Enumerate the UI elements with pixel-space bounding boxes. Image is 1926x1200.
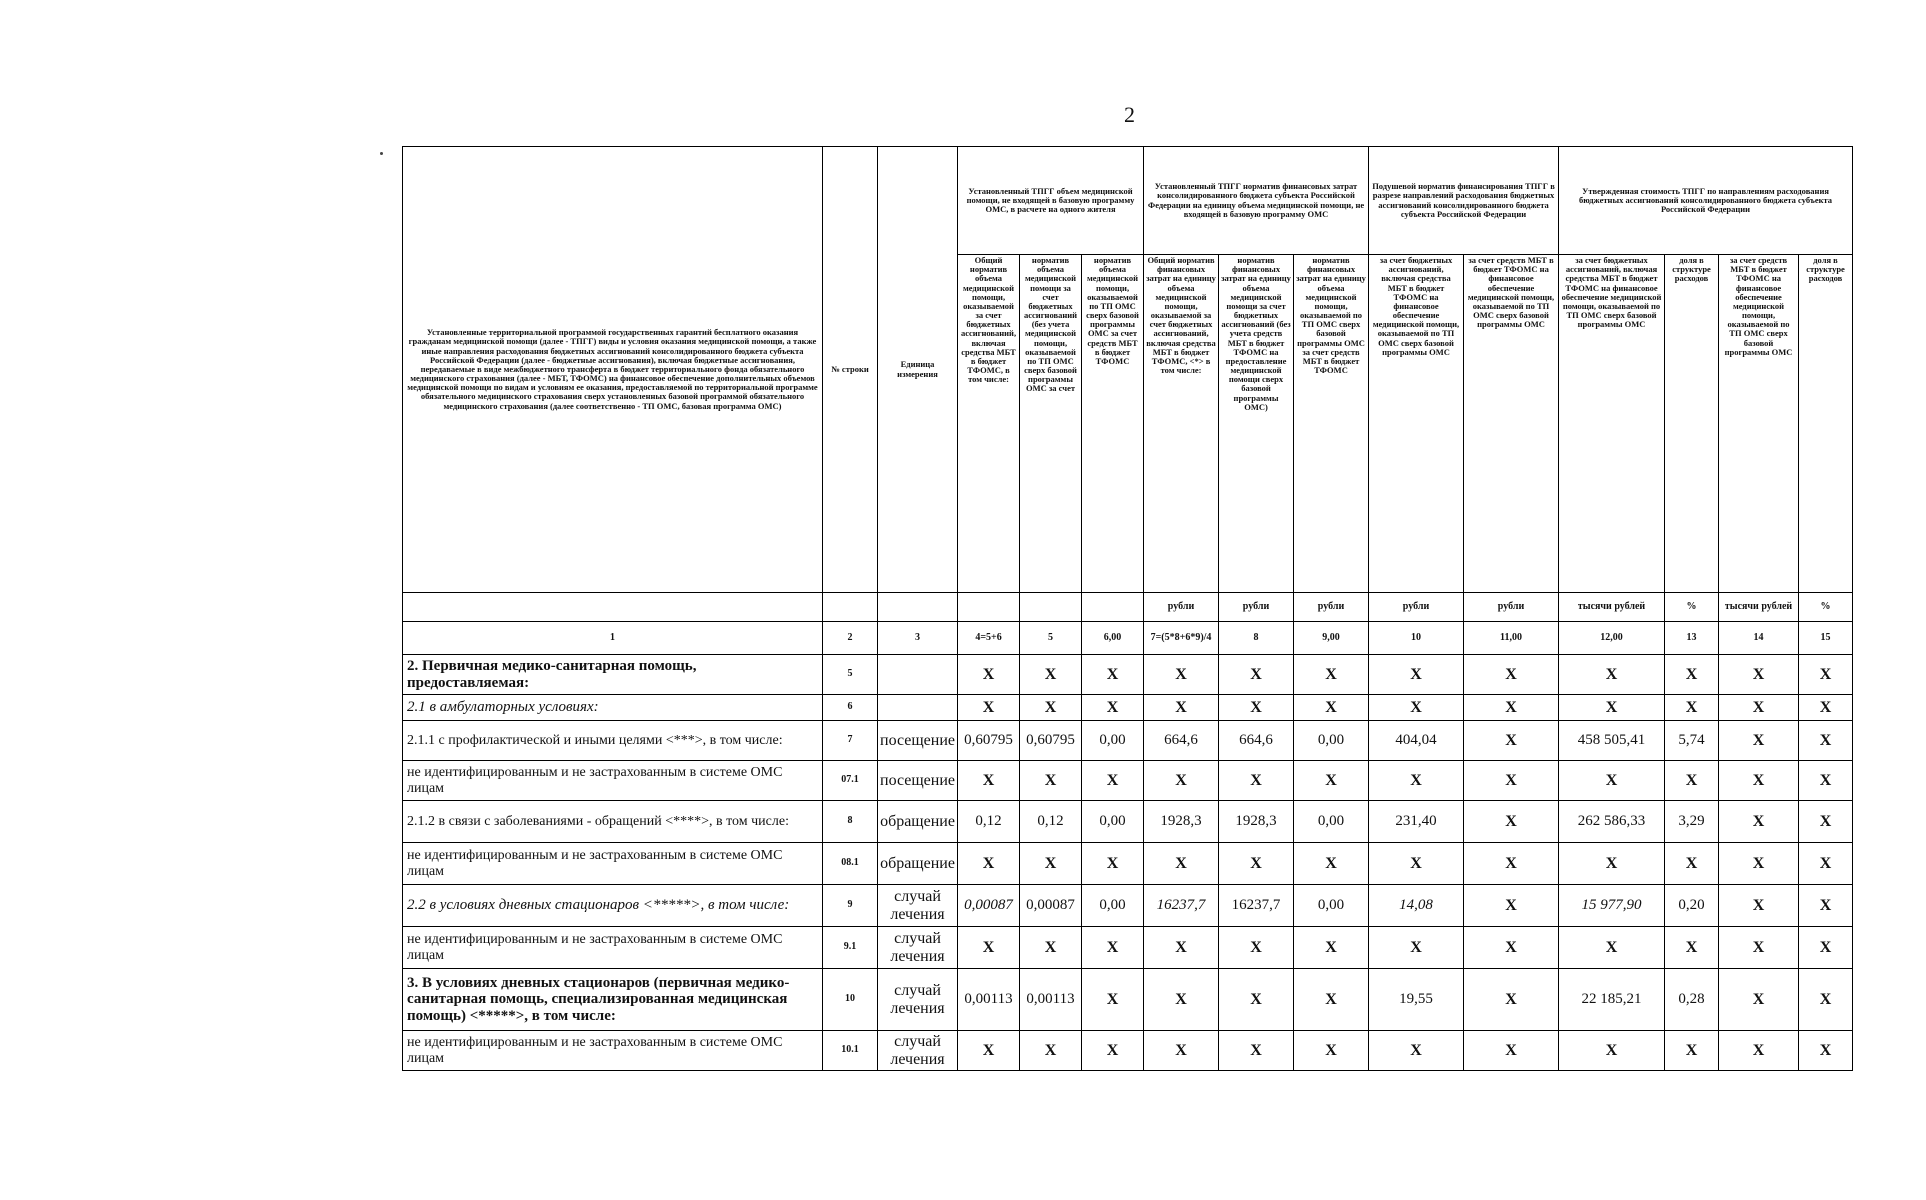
subheader-cell: Общий норматив объема медицинской помощи, оказываемой за счет бюджетных ассигнований, включая средства МБТ в бюджет ТФОМС, в том числе: <box>958 255 1020 593</box>
empty-marker-cell: X <box>1369 927 1464 969</box>
empty-marker-cell: X <box>1144 843 1219 885</box>
row-label: 2.1 в амбулаторных условиях: <box>403 695 823 721</box>
empty-marker-cell: X <box>1294 1031 1369 1071</box>
subheader-cell: за счет средств МБТ в бюджет ТФОМС на финансовое обеспечение медицинской помощи, оказываемой по ТП ОМС сверх базовой программы ОМС <box>1719 255 1799 593</box>
row-label: не идентифицированным и не застрахованным в системе ОМС лицам <box>403 843 823 885</box>
subheader-cell: доля в структуре расходов <box>1799 255 1853 593</box>
empty-marker-cell: X <box>1144 927 1219 969</box>
value-cell: 5,74 <box>1665 721 1719 761</box>
empty-marker-cell: X <box>1144 655 1219 695</box>
empty-marker-cell: X <box>1219 1031 1294 1071</box>
unit-cell: % <box>1799 593 1853 622</box>
empty-marker-cell: X <box>1799 801 1853 843</box>
table-row <box>403 721 1853 761</box>
empty-marker-cell: X <box>1020 761 1082 801</box>
scan-speck <box>380 152 383 155</box>
row-number: 8 <box>823 801 878 843</box>
value-cell: 664,6 <box>1144 721 1219 761</box>
empty-marker-cell: X <box>1464 761 1559 801</box>
unit-cell <box>823 593 878 622</box>
empty-marker-cell: X <box>1665 761 1719 801</box>
empty-marker-cell: X <box>1665 695 1719 721</box>
unit-cell <box>1082 593 1144 622</box>
table-row <box>403 695 1853 721</box>
row-unit: случай лечения <box>878 1031 958 1071</box>
unit-cell: рубли <box>1144 593 1219 622</box>
row-number: 10.1 <box>823 1031 878 1071</box>
subheader-cell: доля в структуре расходов <box>1665 255 1719 593</box>
table-row <box>403 1031 1853 1071</box>
empty-marker-cell: X <box>1464 721 1559 761</box>
empty-marker-cell: X <box>1719 801 1799 843</box>
row-unit: обращение <box>878 801 958 843</box>
empty-marker-cell: X <box>1719 721 1799 761</box>
empty-marker-cell: X <box>1144 761 1219 801</box>
value-cell: 664,6 <box>1219 721 1294 761</box>
empty-marker-cell: X <box>1144 969 1219 1031</box>
value-cell: 0,00 <box>1082 885 1144 927</box>
unit-cell: % <box>1665 593 1719 622</box>
value-cell: 0,00 <box>1294 885 1369 927</box>
empty-marker-cell: X <box>1082 761 1144 801</box>
column-number-cell: 12,00 <box>1559 622 1665 655</box>
empty-marker-cell: X <box>1799 843 1853 885</box>
table-row <box>403 761 1853 801</box>
column-number-cell: 14 <box>1719 622 1799 655</box>
value-cell: 231,40 <box>1369 801 1464 843</box>
table-row <box>403 655 1853 695</box>
row-unit: случай лечения <box>878 927 958 969</box>
empty-marker-cell: X <box>1799 655 1853 695</box>
empty-marker-cell: X <box>1559 655 1665 695</box>
header-group-cost-norm: Установленный ТПГГ норматив финансовых затрат консолидированного бюджета субъекта Российской Федерации на единицу объема медицинской помощи, не входящей в базовую программу ОМС <box>1144 147 1369 255</box>
empty-marker-cell: X <box>958 1031 1020 1071</box>
empty-marker-cell: X <box>1719 885 1799 927</box>
empty-marker-cell: X <box>1719 969 1799 1031</box>
empty-marker-cell: X <box>1799 721 1853 761</box>
row-unit: случай лечения <box>878 885 958 927</box>
value-cell: 16237,7 <box>1219 885 1294 927</box>
empty-marker-cell: X <box>1464 695 1559 721</box>
value-cell: 0,00 <box>1082 721 1144 761</box>
empty-marker-cell: X <box>1464 801 1559 843</box>
empty-marker-cell: X <box>1144 695 1219 721</box>
column-number-cell: 9,00 <box>1294 622 1369 655</box>
empty-marker-cell: X <box>958 761 1020 801</box>
empty-marker-cell: X <box>958 695 1020 721</box>
row-number: 7 <box>823 721 878 761</box>
empty-marker-cell: X <box>1799 969 1853 1031</box>
row-unit: случай лечения <box>878 969 958 1031</box>
value-cell: 404,04 <box>1369 721 1464 761</box>
empty-marker-cell: X <box>1719 655 1799 695</box>
empty-marker-cell: X <box>1369 1031 1464 1071</box>
subheader-cell: норматив объема медицинской помощи за счет бюджетных ассигнований (без учета медицинской помощи, оказываемой по ТП ОМС сверх базовой программы ОМС за счет <box>1020 255 1082 593</box>
value-cell: 458 505,41 <box>1559 721 1665 761</box>
empty-marker-cell: X <box>1464 843 1559 885</box>
row-unit: обращение <box>878 843 958 885</box>
empty-marker-cell: X <box>1294 655 1369 695</box>
value-cell: 0,00 <box>1082 801 1144 843</box>
empty-marker-cell: X <box>1294 843 1369 885</box>
value-cell: 16237,7 <box>1144 885 1219 927</box>
empty-marker-cell: X <box>1020 843 1082 885</box>
table-row <box>403 885 1853 927</box>
empty-marker-cell: X <box>1020 1031 1082 1071</box>
table-row <box>403 843 1853 885</box>
empty-marker-cell: X <box>1464 885 1559 927</box>
unit-cell <box>878 593 958 622</box>
empty-marker-cell: X <box>1219 843 1294 885</box>
column-number-cell: 7=(5*8+6*9)/4 <box>1144 622 1219 655</box>
value-cell: 0,60795 <box>1020 721 1082 761</box>
value-cell: 0,12 <box>958 801 1020 843</box>
empty-marker-cell: X <box>1294 927 1369 969</box>
value-cell: 19,55 <box>1369 969 1464 1031</box>
column-number-cell: 4=5+6 <box>958 622 1020 655</box>
unit-cell <box>403 593 823 622</box>
empty-marker-cell: X <box>1369 761 1464 801</box>
empty-marker-cell: X <box>1799 695 1853 721</box>
data-table <box>402 146 1853 1071</box>
header-group-volume: Установленный ТПГГ объем медицинской помощи, не входящей в базовую программу ОМС, в расчете на одного жителя <box>958 147 1144 255</box>
page-number: 2 <box>1124 102 1135 127</box>
row-label: 2.1.2 в связи с заболеваниями - обращений <****>, в том числе: <box>403 801 823 843</box>
row-unit: посещение <box>878 721 958 761</box>
empty-marker-cell: X <box>1719 1031 1799 1071</box>
row-label: 2.1.1 с профилактической и иными целями <***>, в том числе: <box>403 721 823 761</box>
empty-marker-cell: X <box>1799 927 1853 969</box>
empty-marker-cell: X <box>1082 695 1144 721</box>
empty-marker-cell: X <box>1665 655 1719 695</box>
value-cell: 0,60795 <box>958 721 1020 761</box>
column-number-cell: 6,00 <box>1082 622 1144 655</box>
empty-marker-cell: X <box>1799 885 1853 927</box>
empty-marker-cell: X <box>958 843 1020 885</box>
empty-marker-cell: X <box>1719 843 1799 885</box>
column-number-cell: 10 <box>1369 622 1464 655</box>
value-cell: 0,00087 <box>1020 885 1082 927</box>
unit-cell: рубли <box>1369 593 1464 622</box>
row-label: 2. Первичная медико-санитарная помощь, предоставляемая: <box>403 655 823 695</box>
empty-marker-cell: X <box>1369 655 1464 695</box>
empty-marker-cell: X <box>1665 1031 1719 1071</box>
row-number: 5 <box>823 655 878 695</box>
empty-marker-cell: X <box>1799 1031 1853 1071</box>
row-number: 9 <box>823 885 878 927</box>
empty-marker-cell: X <box>1219 761 1294 801</box>
empty-marker-cell: X <box>1294 969 1369 1031</box>
value-cell: 0,00 <box>1294 801 1369 843</box>
empty-marker-cell: X <box>1559 1031 1665 1071</box>
row-unit <box>878 695 958 721</box>
empty-marker-cell: X <box>1464 655 1559 695</box>
empty-marker-cell: X <box>1559 695 1665 721</box>
table-row <box>403 969 1853 1031</box>
table-row <box>403 801 1853 843</box>
empty-marker-cell: X <box>1665 843 1719 885</box>
value-cell: 0,00113 <box>958 969 1020 1031</box>
value-cell: 1928,3 <box>1144 801 1219 843</box>
empty-marker-cell: X <box>1799 761 1853 801</box>
empty-marker-cell: X <box>1294 761 1369 801</box>
empty-marker-cell: X <box>958 927 1020 969</box>
empty-marker-cell: X <box>1665 927 1719 969</box>
empty-marker-cell: X <box>1082 843 1144 885</box>
row-number: 08.1 <box>823 843 878 885</box>
empty-marker-cell: X <box>1464 1031 1559 1071</box>
unit-cell: рубли <box>1464 593 1559 622</box>
value-cell: 0,00113 <box>1020 969 1082 1031</box>
value-cell: 0,00087 <box>958 885 1020 927</box>
subheader-cell: норматив объема медицинской помощи, оказываемой по ТП ОМС сверх базовой программы ОМС за счет средств МБТ в бюджет ТФОМС <box>1082 255 1144 593</box>
row-label: не идентифицированным и не застрахованным в системе ОМС лицам <box>403 927 823 969</box>
empty-marker-cell: X <box>1020 927 1082 969</box>
column-number-cell: 5 <box>1020 622 1082 655</box>
value-cell: 0,20 <box>1665 885 1719 927</box>
empty-marker-cell: X <box>1082 927 1144 969</box>
column-number-cell: 3 <box>878 622 958 655</box>
row-number: 6 <box>823 695 878 721</box>
unit-cell: тысячи рублей <box>1559 593 1665 622</box>
unit-cell: тысячи рублей <box>1719 593 1799 622</box>
row-unit: посещение <box>878 761 958 801</box>
value-cell: 15 977,90 <box>1559 885 1665 927</box>
value-cell: 22 185,21 <box>1559 969 1665 1031</box>
subheader-cell: норматив финансовых затрат на единицу объема медицинской помощи, оказываемой по ТП ОМС сверх базовой программы ОМС за счет средств МБТ в бюджет ТФОМС <box>1294 255 1369 593</box>
empty-marker-cell: X <box>1020 695 1082 721</box>
empty-marker-cell: X <box>1294 695 1369 721</box>
row-label: не идентифицированным и не застрахованным в системе ОМС лицам <box>403 1031 823 1071</box>
empty-marker-cell: X <box>1369 843 1464 885</box>
column-number-cell: 2 <box>823 622 878 655</box>
row-label: 2.2 в условиях дневных стационаров <*****>, в том числе: <box>403 885 823 927</box>
table-row <box>403 927 1853 969</box>
row-number: 9.1 <box>823 927 878 969</box>
empty-marker-cell: X <box>1559 927 1665 969</box>
row-number: 07.1 <box>823 761 878 801</box>
value-cell: 1928,3 <box>1219 801 1294 843</box>
empty-marker-cell: X <box>1219 969 1294 1031</box>
value-cell: 3,29 <box>1665 801 1719 843</box>
empty-marker-cell: X <box>1144 1031 1219 1071</box>
value-cell: 0,28 <box>1665 969 1719 1031</box>
value-cell: 0,00 <box>1294 721 1369 761</box>
header-row-no: № строки <box>823 147 878 593</box>
empty-marker-cell: X <box>1559 843 1665 885</box>
subheader-cell: Общий норматив финансовых затрат на единицу объема медицинской помощи, оказываемой за счет бюджетных ассигнований, включая средства МБТ в бюджет ТФОМС, <*> в том числе: <box>1144 255 1219 593</box>
empty-marker-cell: X <box>1219 695 1294 721</box>
subheader-cell: за счет средств МБТ в бюджет ТФОМС на финансовое обеспечение медицинской помощи, оказываемой по ТП ОМС сверх базовой программы ОМС <box>1464 255 1559 593</box>
column-number-cell: 8 <box>1219 622 1294 655</box>
empty-marker-cell: X <box>1219 655 1294 695</box>
unit-cell <box>1020 593 1082 622</box>
header-group-approved-cost: Утвержденная стоимость ТПГГ по направлениям расходования бюджетных ассигнований консолидированного бюджета субъекта Российской Федерации <box>1559 147 1853 255</box>
unit-cell: рубли <box>1294 593 1369 622</box>
empty-marker-cell: X <box>1082 969 1144 1031</box>
empty-marker-cell: X <box>1464 927 1559 969</box>
value-cell: 14,08 <box>1369 885 1464 927</box>
subheader-cell: за счет бюджетных ассигнований, включая средства МБТ в бюджет ТФОМС на финансовое обеспечение медицинской помощи, оказываемой по ТП ОМС сверх базовой программы ОМС <box>1369 255 1464 593</box>
row-unit <box>878 655 958 695</box>
empty-marker-cell: X <box>1082 1031 1144 1071</box>
value-cell: 262 586,33 <box>1559 801 1665 843</box>
empty-marker-cell: X <box>1082 655 1144 695</box>
column-number-cell: 13 <box>1665 622 1719 655</box>
unit-cell <box>958 593 1020 622</box>
empty-marker-cell: X <box>1020 655 1082 695</box>
empty-marker-cell: X <box>1464 969 1559 1031</box>
subheader-cell: за счет бюджетных ассигнований, включая средства МБТ в бюджет ТФОМС на финансовое обеспечение медицинской помощи, оказываемой по ТП ОМС сверх базовой программы ОМС <box>1559 255 1665 593</box>
column-number-cell: 1 <box>403 622 823 655</box>
header-unit: Единица измерения <box>878 147 958 593</box>
empty-marker-cell: X <box>1559 761 1665 801</box>
column-number-cell: 11,00 <box>1464 622 1559 655</box>
header-main-text: Установленные территориальной программой государственных гарантий бесплатного оказания гражданам медицинской помощи (далее - ТПГГ) виды и условия оказания медицинской помощи, а также иные направления расходования бюджетных ассигнований консолидированного бюджета субъекта Российской Федерации (далее - бюджетные ассигнования), включая бюджетные ассигнования, передаваемые в виде межбюджетного трансферта в бюджет территориального фонда обязательного медицинского страхования (далее - МБТ, ТФОМС) на финансовое обеспечение дополнительных объемов медицинской помощи по видам и условиям ее оказания, предоставляемой по территориальной программе обязательного медицинского страхования сверх установленных базовой программой обязательного медицинского страхования (далее соответственно - ТП ОМС, базовая программа ОМС) <box>403 147 823 593</box>
row-label: не идентифицированным и не застрахованным в системе ОМС лицам <box>403 761 823 801</box>
subheader-cell: норматив финансовых затрат на единицу объема медицинской помощи за счет бюджетных ассигнований (без учета средств МБТ в бюджет ТФОМС на предоставление медицинской помощи сверх базовой программы ОМС) <box>1219 255 1294 593</box>
empty-marker-cell: X <box>1719 761 1799 801</box>
empty-marker-cell: X <box>1719 927 1799 969</box>
empty-marker-cell: X <box>1719 695 1799 721</box>
unit-cell: рубли <box>1219 593 1294 622</box>
empty-marker-cell: X <box>958 655 1020 695</box>
row-label: 3. В условиях дневных стационаров (первичная медико-санитарная помощь, специализированная медицинская помощь) <*****>, в том числе: <box>403 969 823 1031</box>
value-cell: 0,12 <box>1020 801 1082 843</box>
empty-marker-cell: X <box>1219 927 1294 969</box>
empty-marker-cell: X <box>1369 695 1464 721</box>
row-number: 10 <box>823 969 878 1031</box>
column-number-cell: 15 <box>1799 622 1853 655</box>
header-group-per-capita: Подушевой норматив финансирования ТПГГ в разрезе направлений расходования бюджетных ассигнований консолидированного бюджета субъекта Российской Федерации <box>1369 147 1559 255</box>
